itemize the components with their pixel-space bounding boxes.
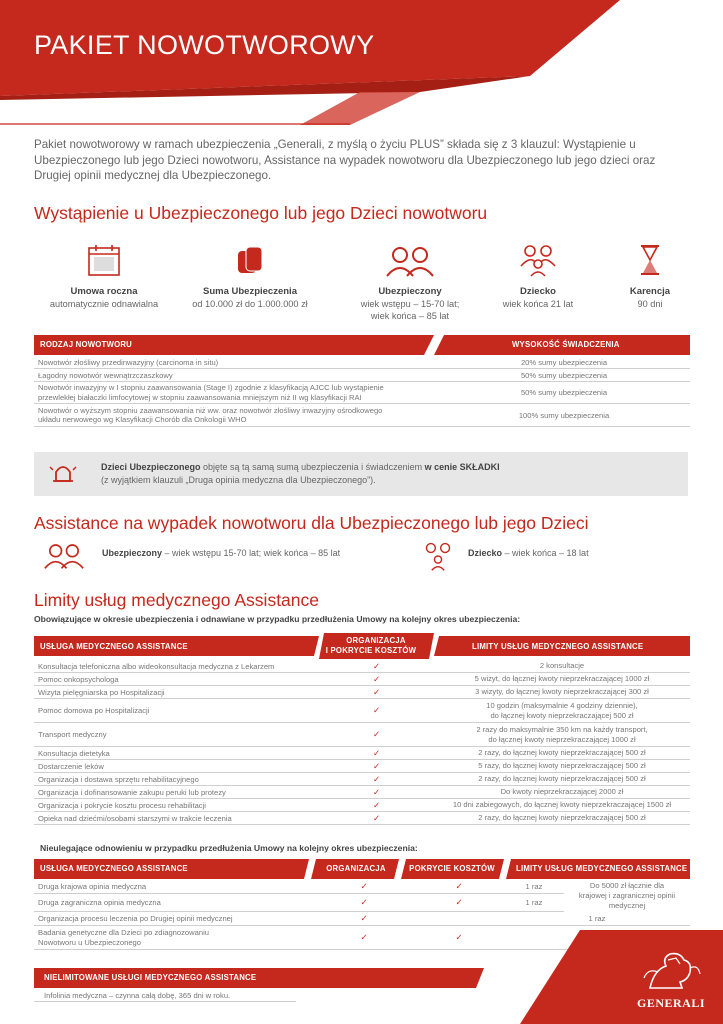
table-row: Badania genetyczne dla Dzieci po zdiagnozowaniu Nowotworu u Ubezpieczonego ✓ ✓	[34, 926, 690, 950]
service-name: Organizacja i dostawa sprzętu rehabilitacyjnego	[38, 774, 199, 784]
coins-icon	[232, 242, 268, 278]
table-row	[34, 760, 690, 773]
service-name: Pomoc domowa po Hospitalizacji	[38, 706, 150, 715]
couple-icon	[38, 540, 90, 570]
check-icon: ✓	[372, 773, 381, 784]
header-benefit-amount: WYSOKOŚĆ ŚWIADCZENIA	[512, 340, 620, 349]
unlimited-header: NIELIMITOWANE USŁUGI MEDYCZNEGO ASSISTANCE	[44, 973, 257, 982]
feature-contract: Umowa roczna automatycznie odnawialna	[34, 240, 174, 310]
feature-sum: Suma Ubezpieczenia od 10.000 zł do 1.000.000 zł	[180, 240, 320, 310]
table-row	[34, 773, 690, 786]
service-limit: 2 razy, do łącznej kwoty nieprzekraczającej 500 zł	[478, 748, 646, 758]
check-icon: ✓	[372, 686, 381, 697]
table-row	[34, 686, 690, 699]
nonrenew-table-header: USŁUGA MEDYCZNEGO ASSISTANCE ORGANIZACJA POKRYCIE KOSZTÓW LIMITY USŁUG MEDYCZNEGO ASSISTANCE	[40, 864, 688, 873]
table-row	[34, 660, 690, 673]
limits-table-header: USŁUGA MEDYCZNEGO ASSISTANCE ORGANIZACJA I POKRYCIE KOSZTÓW LIMITY USŁUG MEDYCZNEGO ASSISTANCE	[40, 636, 644, 655]
service-name: Opieka nad dziećmi/osobami starszymi w trakcie leczenia	[38, 813, 232, 823]
children-note-box: Dzieci Ubezpieczonego objęte są tą samą sumą ubezpieczenia i świadczeniem w cenie SKŁADKI (z wyjątkiem klauzuli „Druga opinia medyczna dla Ubezpieczonego”).	[34, 452, 688, 496]
table-row: Druga krajowa opinia medyczna ✓ ✓ 1 raz	[34, 880, 564, 894]
bell-icon	[48, 459, 78, 489]
assistance-insured-info: Ubezpieczony – wiek wstępu 15-70 lat; wiek końca – 85 lat	[102, 548, 341, 558]
check-icon: ✓	[372, 760, 381, 771]
service-limit: 10 godzin (maksymalnie 4 godziny dziennie), do łącznej kwoty nieprzekraczającej 500 zł	[486, 701, 638, 720]
section3-title: Limity usług medycznego Assistance	[34, 590, 319, 610]
service-limit: 2 razy do maksymalnie 350 km na każdy transport, do łącznej kwoty nieprzekraczającej 1000 zł	[476, 725, 648, 744]
hourglass-icon	[638, 243, 662, 277]
check-icon: ✓	[372, 660, 381, 671]
service-limit: 2 razy, do łącznej kwoty nieprzekraczającej 500 zł	[478, 774, 646, 784]
check-icon: ✓	[372, 812, 381, 823]
section4-subtitle: Nieulegające odnowieniu w przypadku przedłużenia Umowy na kolejny okres ubezpieczenia:	[40, 843, 418, 853]
table-row: Nowotwór inwazyjny w I stopniu zaawansowania (Stage I) zgodnie z klasyfikacją AJCC lub wystąpienie przewlekłej białaczki limfocytowej w stopniu zaawansowania mniejszym niż II wg klasyfikacji RAI 50% sumy ubezpieczenia	[34, 382, 690, 404]
shared-limit-note: Do 5000 zł łącznie dla krajowej i zagranicznej opinii medycznej	[578, 881, 676, 910]
table-row	[34, 723, 690, 747]
family-icon	[518, 242, 558, 278]
assistance-child-info: Dziecko – wiek końca – 18 lat	[468, 548, 589, 558]
check-icon: ✓	[372, 673, 381, 684]
service-limit: 5 razy, do łącznej kwoty nieprzekraczającej 500 zł	[478, 761, 646, 771]
check-icon: ✓	[372, 747, 381, 758]
feature-insured: Ubezpieczony wiek wstępu – 15-70 lat; wiek końca – 85 lat	[340, 240, 480, 322]
service-name: Dostarczenie leków	[38, 761, 104, 771]
table-row	[34, 786, 690, 799]
table-row	[34, 812, 690, 825]
service-name: Organizacja i dofinansowanie zakupu peruki lub protezy	[38, 787, 226, 797]
service-name: Konsultacja telefoniczna albo wideokonsultacja medyczna z Lekarzem	[38, 661, 275, 671]
table-row: Druga zagraniczna opinia medyczna ✓ ✓ 1 raz	[34, 894, 564, 912]
couple-icon	[383, 242, 437, 278]
check-icon: ✓	[372, 786, 381, 797]
section3-subtitle: Obowiązujące w okresie ubezpieczenia i odnawiane w przypadku przedłużenia Umowy na kolejny okres ubezpieczenia:	[34, 614, 521, 624]
service-limit: 5 wizyt, do łącznej kwoty nieprzekraczającej 1000 zł	[474, 674, 650, 684]
table-row: Łagodny nowotwór wewnątrzczaszkowy 50% sumy ubezpieczenia	[34, 369, 690, 382]
header-cancer-type: RODZAJ NOWOTWORU	[40, 340, 132, 349]
service-name: Pomoc onkopsychologa	[38, 674, 119, 684]
table-row	[34, 699, 690, 723]
service-limit: 3 wizyty, do łącznej kwoty nieprzekraczającej 300 zł	[475, 687, 649, 697]
feature-child: Dziecko wiek końca 21 lat	[478, 240, 598, 310]
section1-title: Wystąpienie u Ubezpieczonego lub jego Dzieci nowotworu	[34, 203, 488, 223]
service-name: Wizyta pielęgniarska po Hospitalizacji	[38, 687, 165, 697]
table-row: Nowotwór złośliwy przedinwazyjny (carcinoma in situ) 20% sumy ubezpieczenia	[34, 356, 690, 369]
unlimited-row: Infolinia medyczna – czynna całą dobę, 365 dni w roku.	[34, 989, 296, 1002]
check-icon: ✓	[372, 729, 381, 739]
service-limit: Do kwoty nieprzekraczającej 2000 zł	[500, 787, 624, 797]
service-limit: 2 konsultacje	[539, 661, 585, 671]
table-row: Organizacja procesu leczenia po Drugiej opinii medycznej ✓ 1 raz	[34, 912, 690, 926]
check-icon: ✓	[372, 705, 381, 715]
table-row	[34, 747, 690, 760]
note-bold: Dzieci Ubezpieczonego	[101, 462, 201, 472]
section2-title: Assistance na wypadek nowotworu dla Ubezpieczonego lub jego Dzieci	[34, 513, 589, 533]
header-banner	[0, 0, 723, 125]
service-limit: 10 dni zabiegowych, do łącznej kwoty nieprzekraczającej 1500 zł	[452, 800, 672, 810]
feature-waiting: Karencja 90 dni	[610, 240, 690, 310]
calendar-icon	[86, 242, 122, 278]
service-limit: 2 razy, do łącznej kwoty nieprzekraczającej 500 zł	[478, 813, 646, 823]
table-row	[34, 799, 690, 812]
brand-name: GENERALI	[637, 996, 706, 1010]
service-name: Transport medyczny	[38, 730, 107, 739]
service-name: Organizacja i pokrycie kosztu procesu rehabilitacji	[38, 800, 206, 810]
check-icon: ✓	[372, 799, 381, 810]
cancer-table-header	[34, 335, 690, 355]
table-row: Nowotwór o wyższym stopniu zaawansowania niż ww. oraz nowotwór złośliwy inwazyjny ośrodkowego układu nerwowego wg Klasyfikacji Chorób dla Onkologii WHO 100% sumy ubezpieczenia	[34, 404, 690, 427]
service-name: Konsultacja dietetyka	[38, 748, 110, 758]
table-row	[34, 673, 690, 686]
lion-logo-icon	[640, 948, 702, 992]
page-title: PAKIET NOWOTWOROWY	[34, 30, 375, 60]
family-icon	[420, 540, 456, 572]
intro-paragraph: Pakiet nowotworowy w ramach ubezpieczenia „Generali, z myślą o życiu PLUS” składa się z 3 klauzul: Wystąpienie u Ubezpieczonego lub jego Dzieci nowotworu, Assistance na wypadek nowotworu dla Ubezpieczonego lub jego dzieci oraz Drugiej opinii medycznej dla Ubezpieczonego.	[34, 138, 656, 182]
